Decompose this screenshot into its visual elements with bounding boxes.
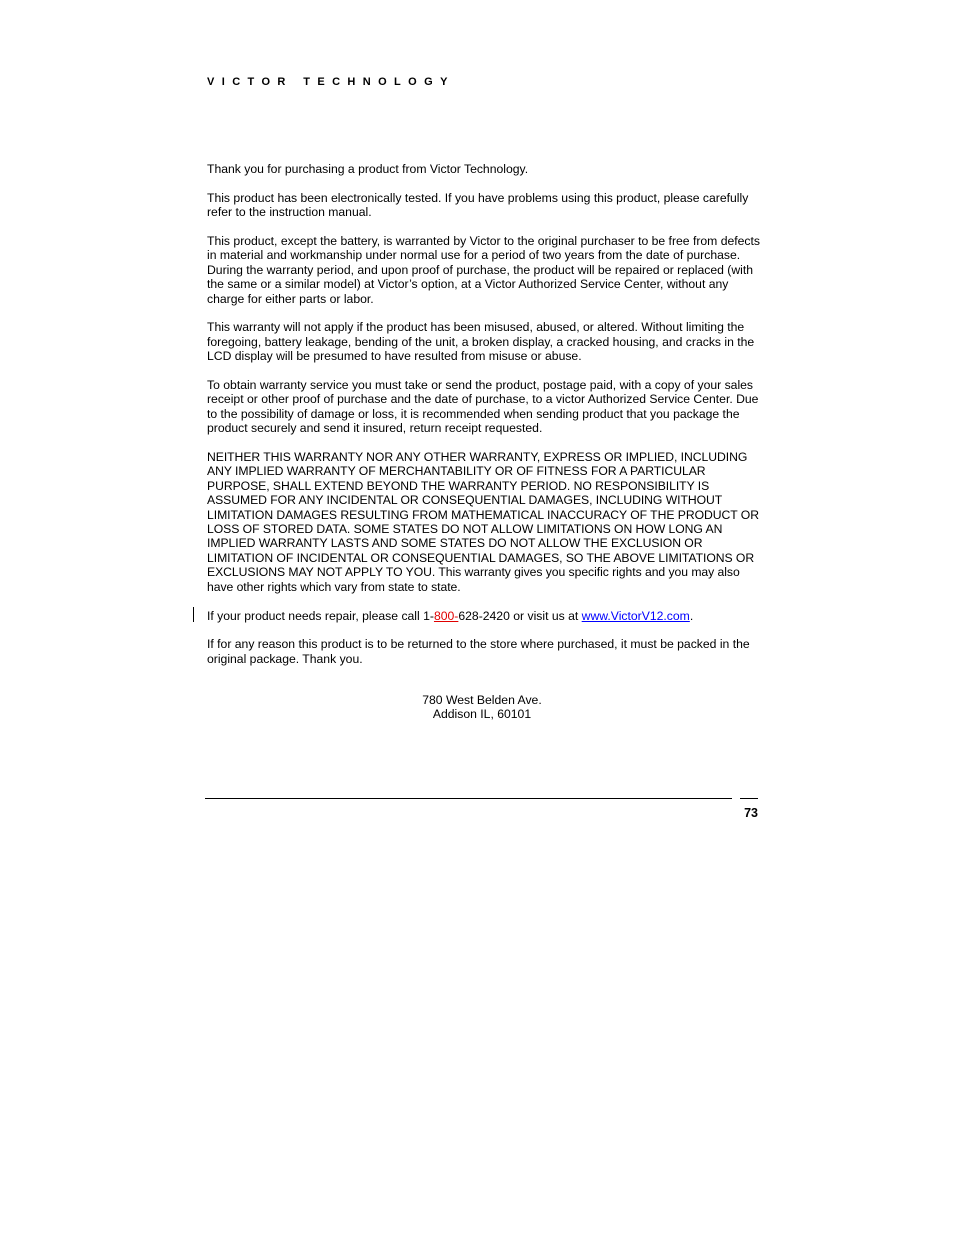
warranty-coverage-paragraph: This product, except the battery, is warranted by Victor to the original purchaser to be free from defects in material and workmanship under normal use for a period of two years from the date of purchase. During the warranty period, and upon proof of purchase, the product will be repaired or replaced (with the same or a similar model) at Victor’s option, at a Victor Authorized Service Center, without any charge for either parts or labor. (207, 234, 761, 306)
page-number-rule (740, 798, 758, 799)
repair-text-suffix: . (689, 608, 694, 623)
address-line-street: 780 West Belden Ave. (422, 693, 542, 707)
warranty-body (207, 162, 763, 681)
repair-text-prefix: If your product needs repair, please call 1- (207, 608, 434, 623)
repair-paragraph (207, 609, 763, 623)
website-link[interactable]: www.VictorV12.com (581, 608, 690, 623)
warranty-exclusions-paragraph: This warranty will not apply if the product has been misused, abused, or altered. Without limiting the foregoing, battery leakage, bending of the unit, a broken display, a cracked housing, and cracks in the LCD display will be presumed to have resulted from misuse or abuse. (207, 320, 755, 364)
repair-text-phone-rest: 628-2420 or visit us at (458, 608, 582, 623)
page-number: 73 (744, 806, 758, 820)
disclaimer-paragraph: NEITHER THIS WARRANTY NOR ANY OTHER WARRANTY, EXPRESS OR IMPLIED, INCLUDING ANY IMPLIED WARRANTY OF MERCHANTABILITY OR OF FITNESS FOR A PARTICULAR PURPOSE, SHALL EXTEND BEYOND THE WARRANTY PERIOD. NO RESPONSIBILITY IS ASSUMED FOR ANY INCIDENTAL OR CONSEQUENTIAL DAMAGES, INCLUDING WITHOUT LIMITATION DAMAGES RESULTING FROM MATHEMATICAL INACCURACY OF THE PRODUCT OR LOSS OF STORED DATA. SOME STATES DO NOT ALLOW LIMITATIONS ON HOW LONG AN IMPLIED WARRANTY LASTS AND SOME STATES DO NOT ALLOW THE EXCLUSION OR LIMITATION OF INCIDENTAL OR CONSEQUENTIAL DAMAGES, SO THE ABOVE LIMITATIONS OR EXCLUSIONS MAY NOT APPLY TO YOU. This warranty gives you specific rights and you may also have other rights which vary from state to state. (207, 450, 759, 594)
running-header: VICTOR TECHNOLOGY (207, 76, 455, 88)
warranty-service-paragraph: To obtain warranty service you must take or send the product, postage paid, with a copy of your sales receipt or other proof of purchase and the date of purchase, to a victor Authorized Service Center. Due to the possibility of damage or loss, it is recommended when sending product that you package the product securely and send it insured, return receipt requested. (207, 378, 759, 436)
revision-change-bar (193, 607, 194, 622)
address-line-city: Addison IL, 60101 (432, 707, 532, 722)
phone-number-highlight: 800- (433, 608, 459, 623)
thank-you-paragraph: Thank you for purchasing a product from Victor Technology. (207, 162, 529, 176)
return-paragraph: If for any reason this product is to be returned to the store where purchased, it must be packed in the original package. Thank you. (207, 637, 750, 666)
footer-rule (205, 798, 732, 799)
company-address (207, 693, 757, 722)
testing-paragraph: This product has been electronically tested. If you have problems using this product, please carefully refer to the instruction manual. (207, 190, 749, 220)
